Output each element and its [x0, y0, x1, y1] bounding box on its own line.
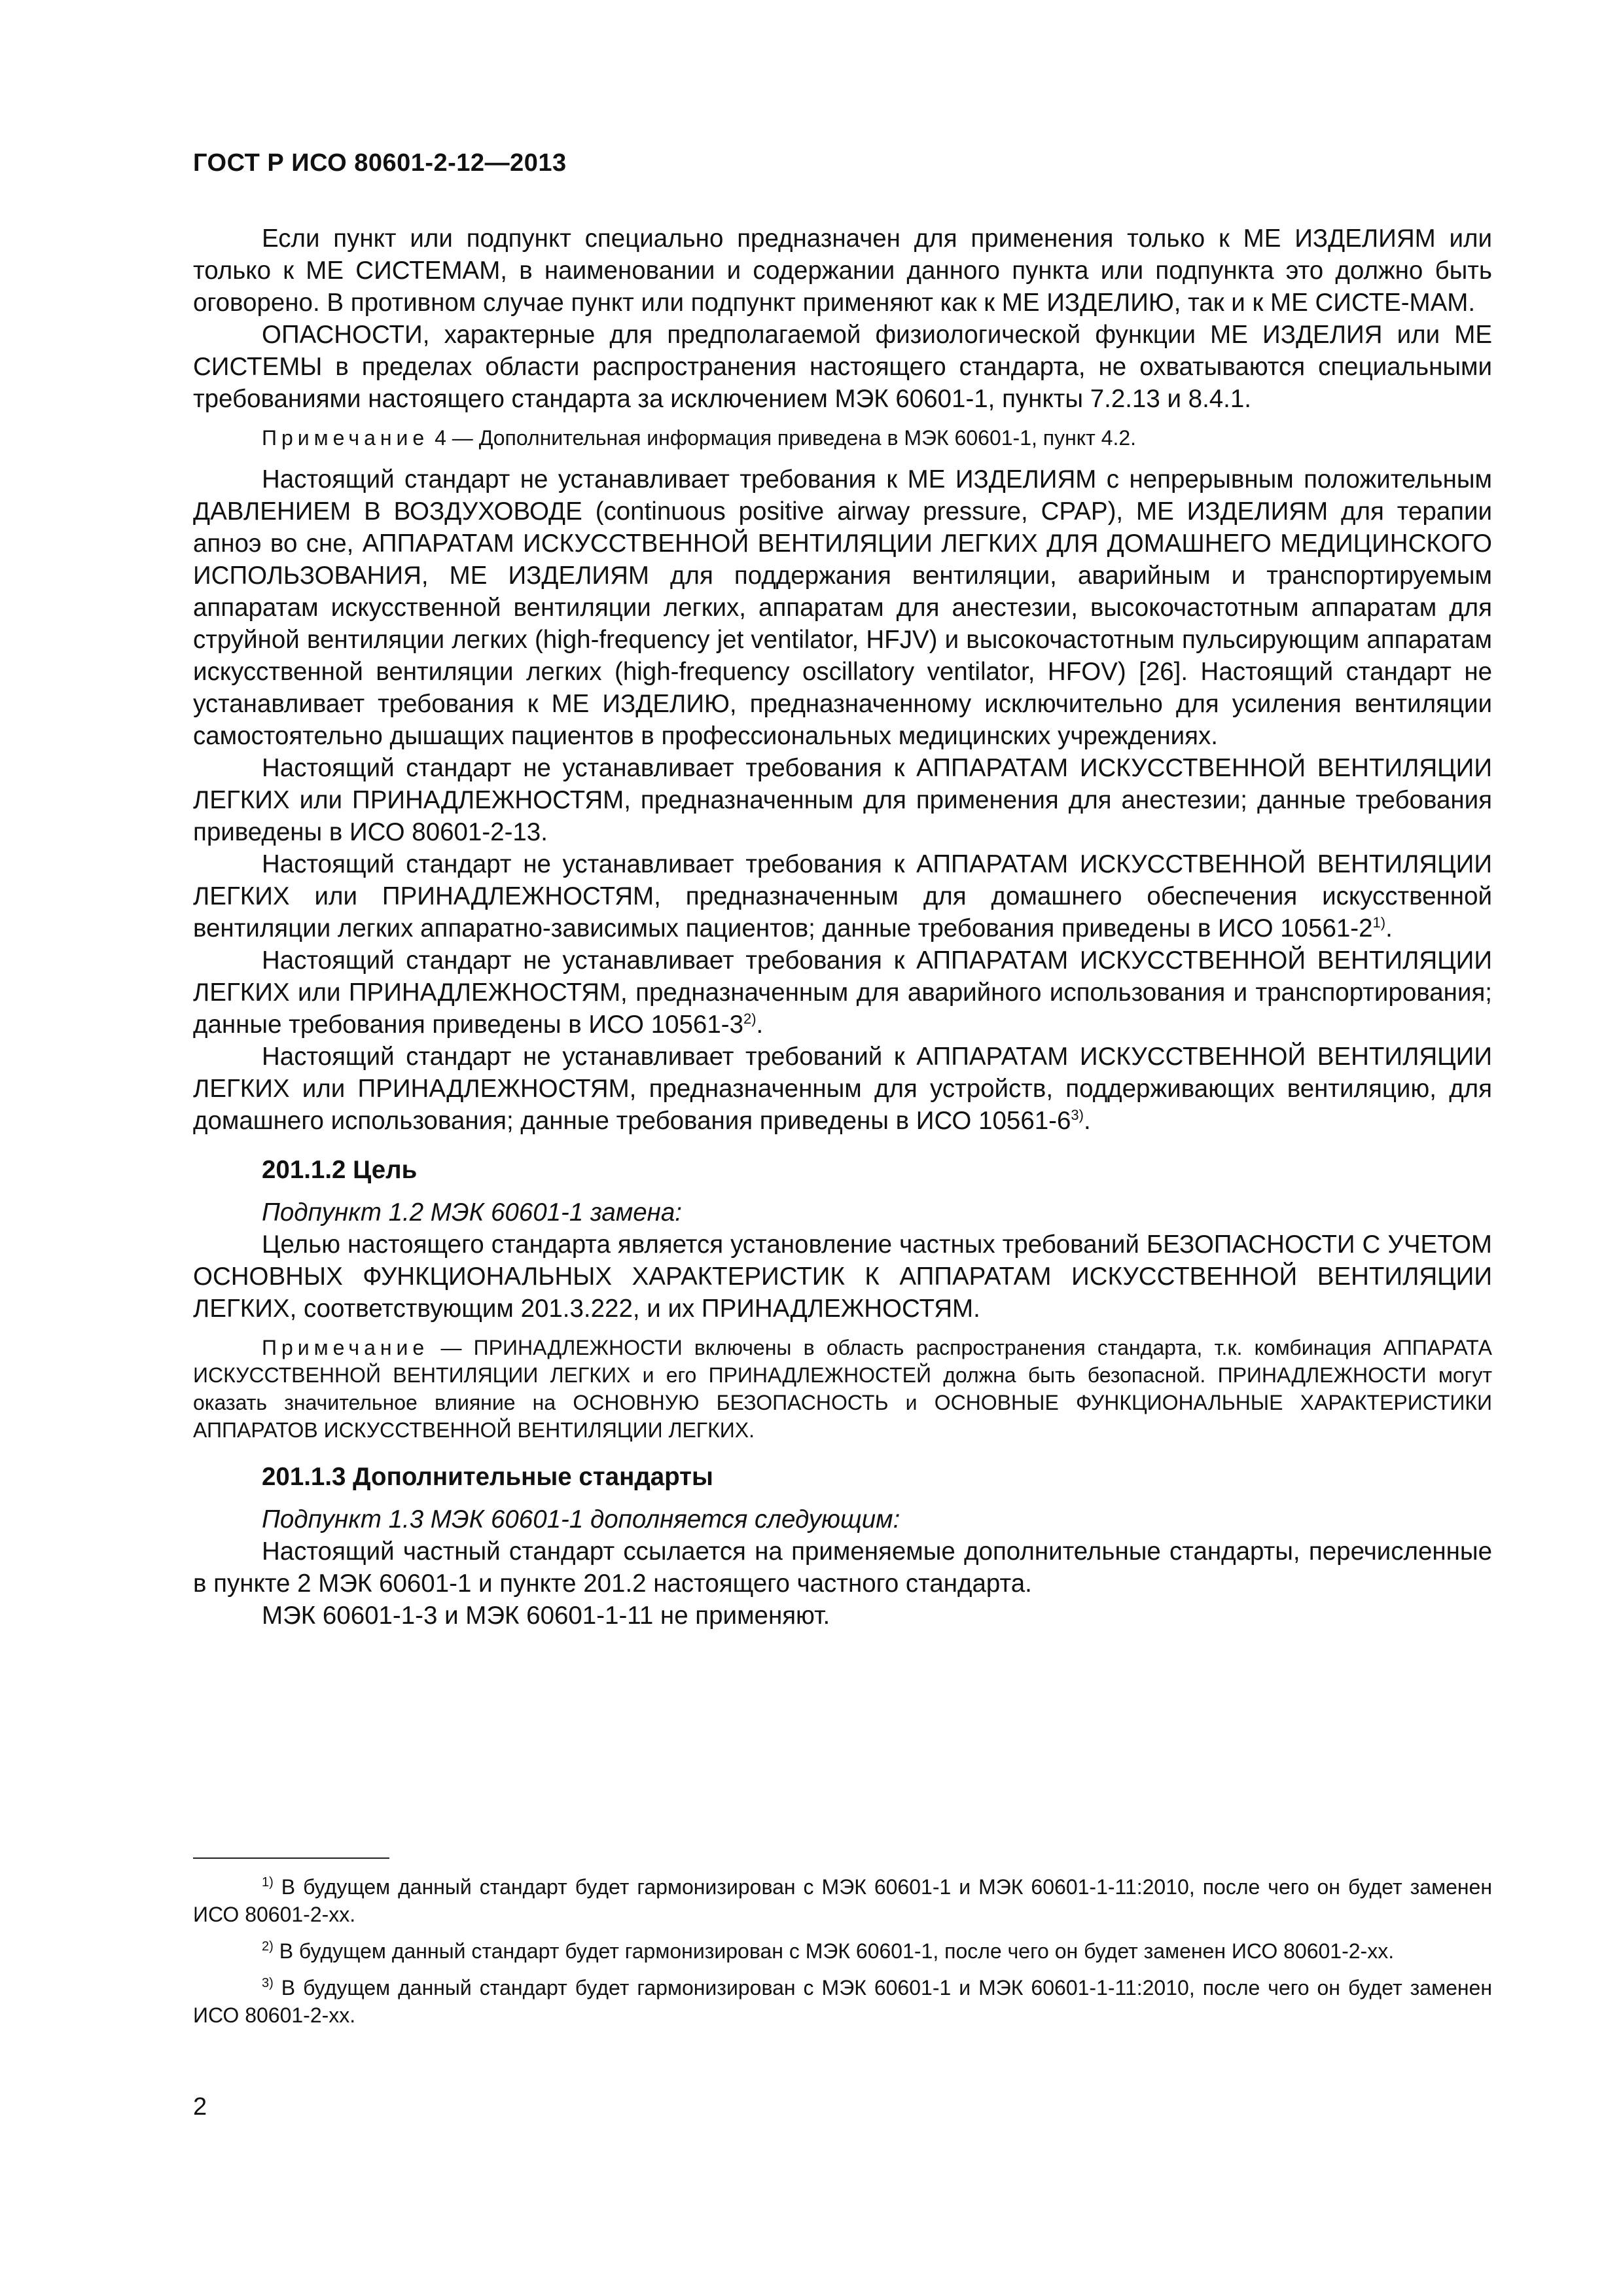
exclusion-text: Настоящий стандарт не устанавливает требования к АППАРАТАМ ИСКУССТВЕННОЙ ВЕНТИЛЯЦИИ ЛЕГКИХ или ПРИНАДЛЕЖНОСТЯМ, предназначенным для аварийного использования и транспортирования; данные требования приведены в ИСО 10561-3: [193, 946, 1492, 1039]
footnote-text: В будущем данный стандарт будет гармонизирован с МЭК 60601-1 и МЭК 60601-1-11:2010, после чего он будет заменен ИСО 80601-2-хх.: [193, 1875, 1492, 1926]
footnote-mark: 1): [262, 1875, 274, 1890]
section-text: МЭК 60601-1-3 и МЭК 60601-1-11 не применяют.: [262, 1602, 830, 1630]
document-designation: ГОСТ Р ИСО 80601-2-12—2013: [193, 149, 567, 177]
footnote: [193, 1937, 1492, 1965]
scope-paragraph: Если пункт или подпункт специально предназначен для применения только к МЕ ИЗДЕЛИЯМ или только к МЕ СИСТЕМАМ, в наименовании и содержании данного пункта или подпункта это должно быть оговорено. В противном случае пункт или подпункт применяют как к МЕ ИЗДЕЛИЮ, так и к МЕ СИСТЕ-МАМ.: [193, 224, 1492, 317]
section-intro: Подпункт 1.2 МЭК 60601-1 замена:: [262, 1198, 682, 1227]
footnote-ref[interactable]: 1): [1372, 914, 1386, 931]
section-text: Настоящий частный стандарт ссылается на применяемые дополнительные стандарты, перечисленные в пункте 2 МЭК 60601-1 и пункте 201.2 настоящего частного стандарта.: [193, 1537, 1492, 1598]
footnote-ref[interactable]: 3): [1071, 1107, 1084, 1123]
footnote-text: В будущем данный стандарт будет гармонизирован с МЭК 60601-1, после чего он будет заменен ИСО 80601-2-хх.: [273, 1939, 1395, 1963]
exclusion-paragraph: [193, 944, 1492, 1041]
footnote-text: В будущем данный стандарт будет гармонизирован с МЭК 60601-1 и МЭК 60601-1-11:2010, после чего он будет заменен ИСО 80601-2-хх.: [193, 1976, 1492, 2027]
section-heading-object: 201.1.2 Цель: [262, 1156, 418, 1184]
exclusion-text: Настоящий стандарт не устанавливает требований к АППАРАТАМ ИСКУССТВЕННОЙ ВЕНТИЛЯЦИИ ЛЕГКИХ или ПРИНАДЛЕЖНОСТЯМ, предназначенным для устройств, поддерживающих вентиляцию, для домашнего использования; данные требования приведены в ИСО 10561-6: [193, 1043, 1492, 1135]
note-text: — ПРИНАДЛЕЖНОСТИ включены в область распространения стандарта, т.к. комбинация АППАРАТА ИСКУССТВЕННОЙ ВЕНТИЛЯЦИИ ЛЕГКИХ и его ПРИНАДЛЕЖНОСТЕЙ должна быть безопасной. ПРИНАДЛЕЖНОСТИ могут оказать значительное влияние на ОСНОВНУЮ БЕЗОПАСНОСТЬ и ОСНОВНЫЕ ФУНКЦИОНАЛЬНЫЕ ХАРАКТЕРИСТИКИ АППАРАТОВ ИСКУССТВЕННОЙ ВЕНТИЛЯЦИИ ЛЕГКИХ.: [193, 1336, 1492, 1442]
footnote-mark: 2): [262, 1939, 274, 1954]
section-heading-collateral: 201.1.3 Дополнительные стандарты: [262, 1463, 713, 1491]
footnote: [193, 1873, 1492, 1928]
exclusion-paragraph: Настоящий стандарт не устанавливает требования к МЕ ИЗДЕЛИЯМ с непрерывным положительным ДАВЛЕНИЕМ В ВОЗДУХОВОДЕ (continuous positive airway pressure, CPAP), МЕ ИЗДЕЛИЯМ для терапии апноэ во сне, АППАРАТАМ ИСКУССТВЕННОЙ ВЕНТИЛЯЦИИ ЛЕГКИХ ДЛЯ ДОМАШНЕГО МЕДИЦИНСКОГО ИСПОЛЬЗОВАНИЯ, МЕ ИЗДЕЛИЯМ для поддержания вентиляции, аварийным и транспортируемым аппаратам искусственной вентиляции легких, аппаратам для анестезии, высокочастотным аппаратам для струйной вентиляции легких (high-frequency jet ventilator, HFJV) и высокочастотным пульсирующим аппаратам искусственной вентиляции легких (high-frequency oscillatory ventilator, HFOV) [26]. Настоящий стандарт не устанавливает требования к МЕ ИЗДЕЛИЮ, предназначенному исключительно для усиления вентиляции самостоятельно дышащих пациентов в профессиональных медицинских учреждениях.: [193, 465, 1492, 750]
exclusion-end: .: [1385, 914, 1393, 942]
exclusion-paragraph: [193, 848, 1492, 944]
note-4: [193, 424, 1492, 452]
section-text: Целью настоящего стандарта является установление частных требований БЕЗОПАСНОСТИ С УЧЕТОМ ОСНОВНЫХ ФУНКЦИОНАЛЬНЫХ ХАРАКТЕРИСТИК К АППАРАТАМ ИСКУССТВЕННОЙ ВЕНТИЛЯЦИИ ЛЕГКИХ, соответствующим 201.3.222, и их ПРИНАДЛЕЖНОСТЯМ.: [193, 1230, 1492, 1323]
exclusion-paragraph: [193, 1041, 1492, 1137]
footnote-separator: [193, 1857, 389, 1859]
exclusion-text: Настоящий стандарт не устанавливает требования к АППАРАТАМ ИСКУССТВЕННОЙ ВЕНТИЛЯЦИИ ЛЕГКИХ или ПРИНАДЛЕЖНОСТЯМ, предназначенным для домашнего обеспечения искусственной вентиляции легких аппаратно-зависимых пациентов; данные требования приведены в ИСО 10561-2: [193, 850, 1492, 942]
exclusion-end: .: [756, 1011, 764, 1039]
exclusion-end: .: [1083, 1107, 1091, 1135]
scope-paragraph: ОПАСНОСТИ, характерные для предполагаемой физиологической функции МЕ ИЗДЕЛИЯ или МЕ СИСТЕМЫ в пределах области распространения настоящего стандарта, не охватываются специальными требованиями настоящего стандарта за исключением МЭК 60601-1, пункты 7.2.13 и 8.4.1.: [193, 321, 1492, 413]
page-number: 2: [193, 2093, 207, 2121]
footnote-ref[interactable]: 2): [743, 1011, 757, 1027]
note-text: 4 — Дополнительная информация приведена в МЭК 60601-1, пункт 4.2.: [429, 426, 1137, 450]
note-label: Примечание: [262, 426, 429, 450]
footnote-mark: 3): [262, 1976, 274, 1990]
exclusion-paragraph: Настоящий стандарт не устанавливает требования к АППАРАТАМ ИСКУССТВЕННОЙ ВЕНТИЛЯЦИИ ЛЕГКИХ или ПРИНАДЛЕЖНОСТЯМ, предназначенным для применения для анестезии; данные требования приведены в ИСО 80601-2-13.: [193, 754, 1492, 846]
section-note: [193, 1334, 1492, 1444]
document-body: [193, 223, 1492, 1632]
footnotes: [193, 1873, 1492, 2038]
section-intro: Подпункт 1.3 МЭК 60601-1 дополняется следующим:: [262, 1505, 901, 1534]
footnote: [193, 1974, 1492, 2029]
note-label: Примечание: [262, 1336, 429, 1359]
